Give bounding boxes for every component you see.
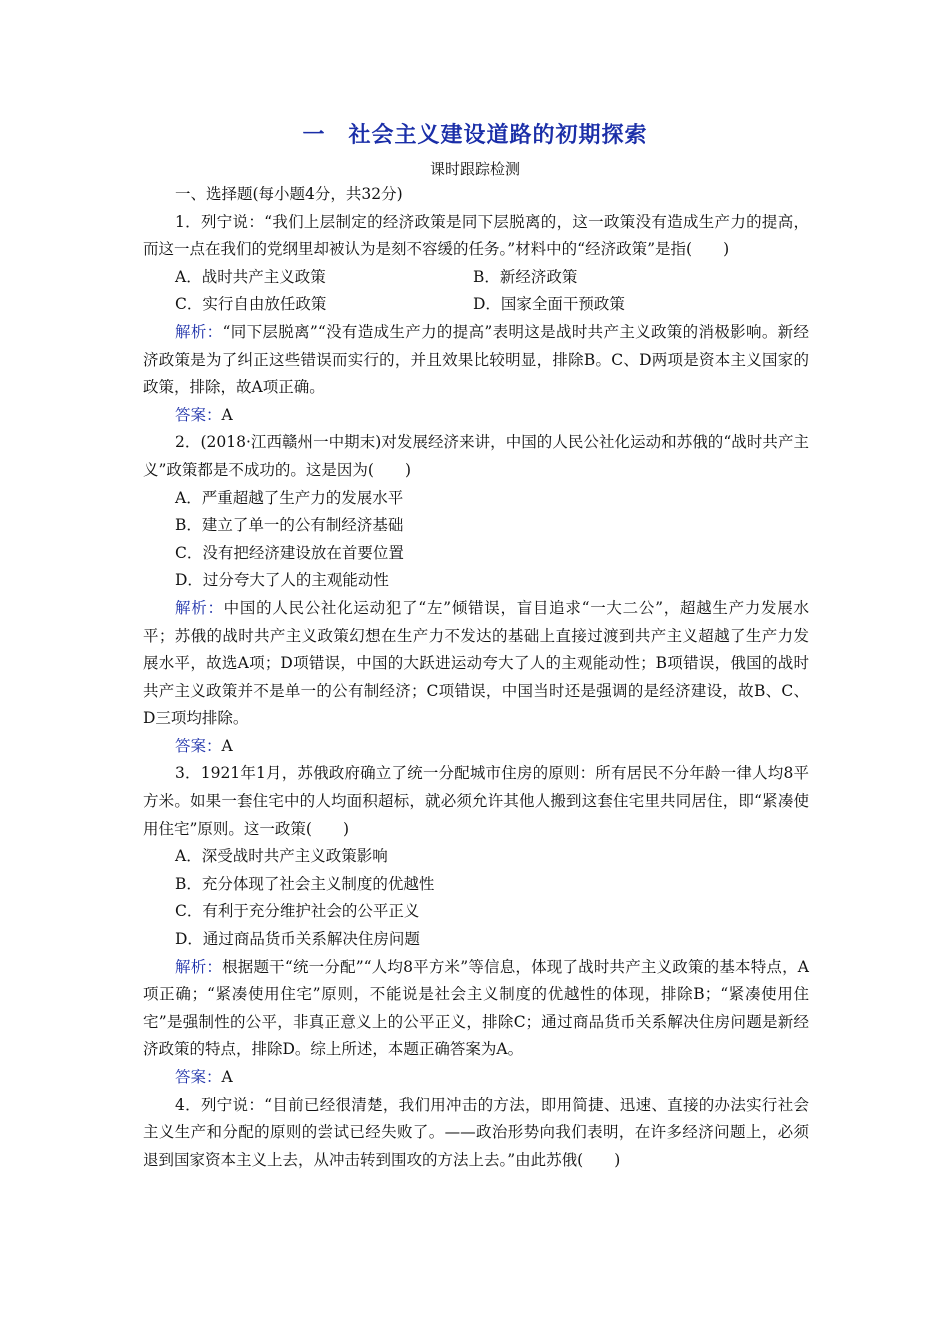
answer-label: 答案： xyxy=(175,405,222,424)
answer-line xyxy=(143,402,809,430)
option: C．实行自由放任政策 xyxy=(175,295,327,314)
analysis-label: 解析： xyxy=(175,957,223,976)
analysis-text: 根据题干“统一分配”“人均8平方米”等信息，体现了战时共产主义政策的基本特点，A项正确；“紧凑使用住宅”原则，不能说是社会主义制度的优越性的体现，排除B；“紧凑使用住宅”是强制性的公平，非真正意义上的公平正义，排除C；通过商品货币关系解决住房问题是新经济政策的特点，排除D。综上所述，本题正确答案为A。 xyxy=(143,957,809,1059)
options-row xyxy=(143,264,809,292)
option: B．建立了单一的公有制经济基础 xyxy=(175,516,404,535)
section-heading: 一、选择题(每小题4分，共32分) xyxy=(175,185,403,203)
option: B．充分体现了社会主义制度的优越性 xyxy=(175,874,435,893)
option: A．战时共产主义政策 xyxy=(175,267,326,286)
answer-label: 答案： xyxy=(175,736,222,755)
option: A．深受战时共产主义政策影响 xyxy=(175,847,388,866)
analysis-paragraph xyxy=(143,595,809,733)
question-stem: 4．列宁说：“目前已经很清楚，我们用冲击的方法，即用简捷、迅速、直接的办法实行社会主义生产和分配的原则的尝试已经失败了。——政治形势向我们表明，在许多经济问题上，必须退到国家资本主义上去，从冲击转到围攻的方法上去。”由此苏俄( ) xyxy=(143,1095,809,1169)
answer-line xyxy=(143,1064,809,1092)
analysis-label: 解析： xyxy=(175,322,223,341)
option: D．国家全面干预政策 xyxy=(473,295,625,314)
answer-value: A xyxy=(221,736,233,755)
analysis-text: 中国的人民公社化运动犯了“左”倾错误，盲目追求“一大二公”，超越生产力发展水平；苏俄的战时共产主义政策幻想在生产力不发达的基础上直接过渡到共产主义超越了生产力发展水平，故选A项；D项错误，中国的大跃进运动夸大了人的主观能动性；B项错误，俄国的战时共产主义政策并不是单一的公有制经济；C项错误，中国当时还是强调的是经济建设，故B、C、D三项均排除。 xyxy=(143,598,809,728)
question-stem: 2．(2018·江西赣州一中期末)对发展经济来讲，中国的人民公社化运动和苏俄的“战时共产主义”政策都是不成功的。这是因为( ) xyxy=(143,433,809,479)
analysis-text: “同下层脱离”“没有造成生产力的提高”表明这是战时共产主义政策的消极影响。新经济政策是为了纠正这些错误而实行的，并且效果比较明显，排除B。C、D两项是资本主义国家的政策，排除，故A项正确。 xyxy=(143,322,809,397)
option: A．严重超越了生产力的发展水平 xyxy=(175,488,404,507)
document-body xyxy=(143,181,809,1174)
answer-value: A xyxy=(221,1068,233,1086)
answer-line xyxy=(143,733,809,761)
answer-value: A xyxy=(221,405,233,424)
analysis-label: 解析： xyxy=(175,598,224,617)
option: D．通过商品货币关系解决住房问题 xyxy=(175,930,420,949)
analysis-paragraph xyxy=(143,954,809,1064)
option: C．没有把经济建设放在首要位置 xyxy=(175,543,404,562)
options-row xyxy=(143,291,809,319)
page-title: 一 社会主义建设道路的初期探索 xyxy=(302,122,648,148)
option: B．新经济政策 xyxy=(473,267,578,286)
option: D．过分夸大了人的主观能动性 xyxy=(175,571,389,590)
page-subtitle: 课时跟踪检测 xyxy=(429,160,520,178)
question-stem: 3．1921年1月，苏俄政府确立了统一分配城市住房的原则：所有居民不分年龄一律人均8平方米。如果一套住宅中的人均面积超标，就必须允许其他人搬到这套住宅里共同居住，即“紧凑使用住宅”原则。这一政策( ) xyxy=(143,764,809,838)
answer-label: 答案： xyxy=(175,1068,222,1086)
question-stem: 1．列宁说：“我们上层制定的经济政策是同下层脱离的，这一政策没有造成生产力的提高，而这一点在我们的党纲里却被认为是刻不容缓的任务。”材料中的“经济政策”是指( ) xyxy=(143,212,809,259)
option: C．有利于充分维护社会的公平正义 xyxy=(175,902,420,921)
analysis-paragraph xyxy=(143,319,809,402)
